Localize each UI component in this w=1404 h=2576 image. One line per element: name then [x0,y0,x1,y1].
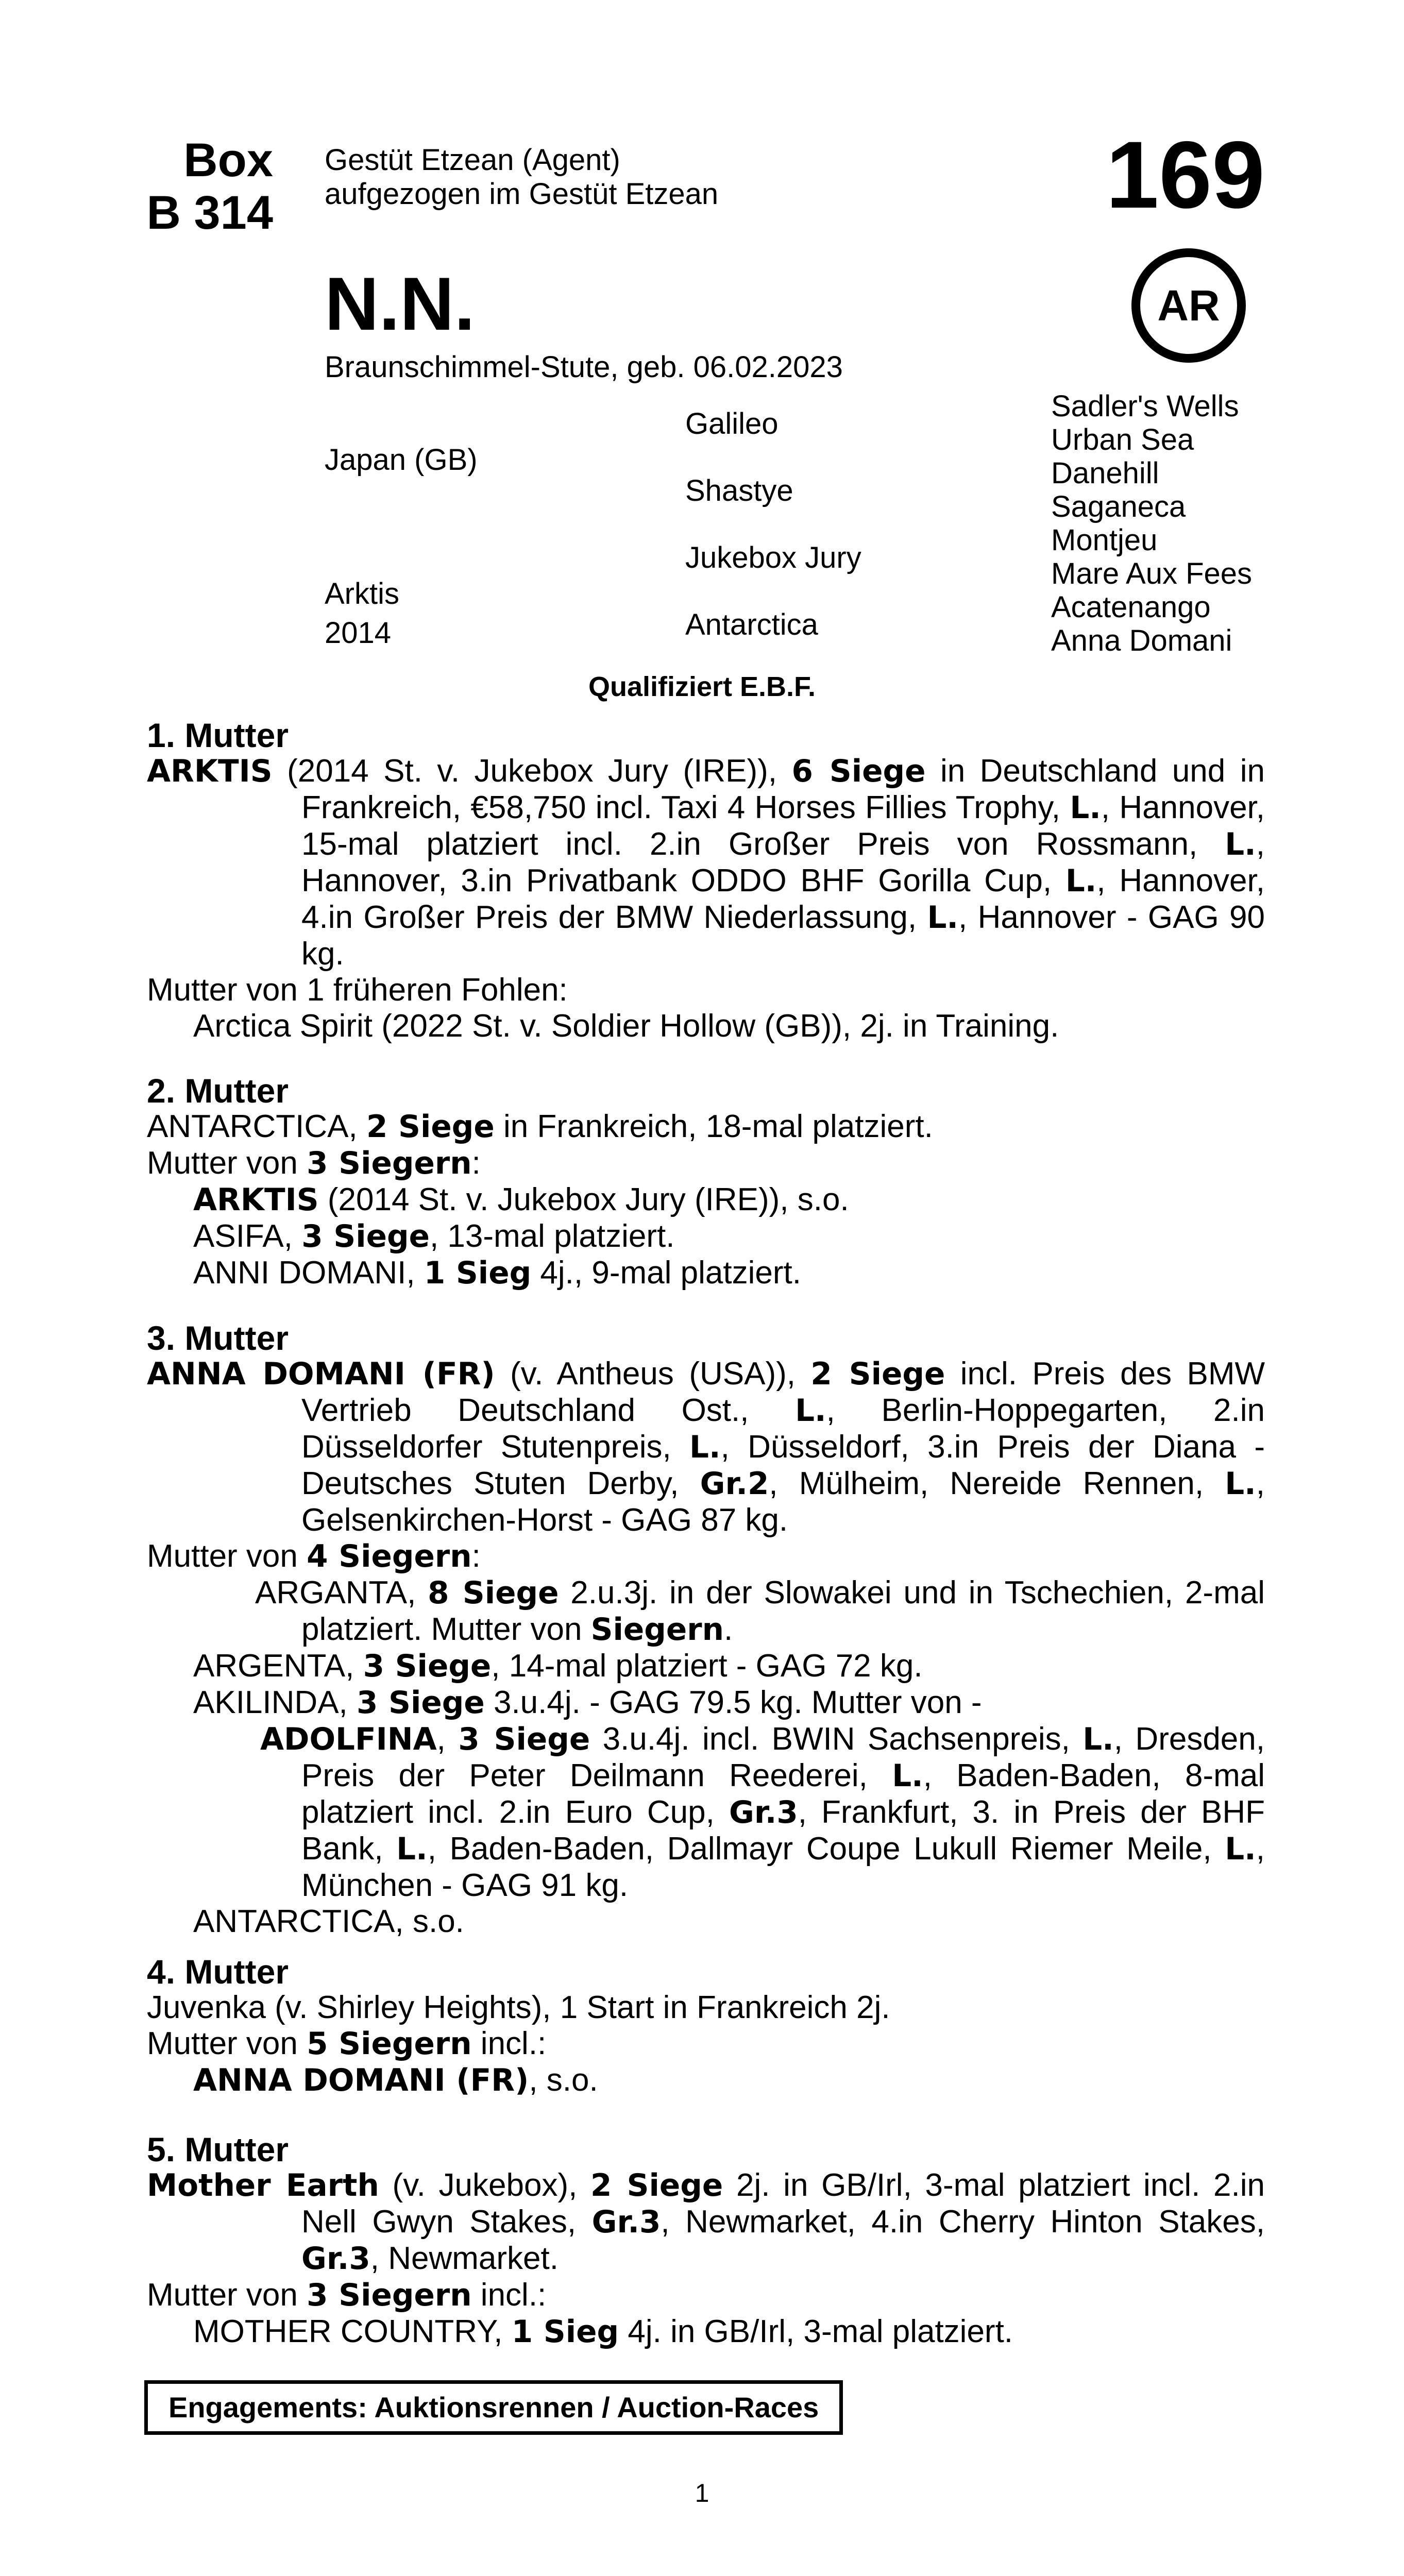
box-number: B 314 [146,187,273,239]
ar-badge-label: AR [1157,281,1220,330]
dam3-produce-item: AKILINDA, 3 Siege 3.u.4j. - GAG 79.5 kg. Mutter von - [193,1685,982,1721]
dam3-heading: 3. Mutter [147,1319,289,1357]
dam1-section [147,717,1265,1044]
pedigree-gen2-item: Galileo [685,407,779,440]
dam4-record: Juvenka (v. Shirley Heights), 1 Start in Frankreich 2j. [147,1990,890,2025]
engagements-box: Engagements: Auktionsrennen / Auction-Races [144,2380,843,2435]
horse-name: N.N. [325,262,475,346]
pedigree-gen3-item: Danehill [1051,456,1159,490]
pedigree-gen2-item: Antarctica [685,608,818,641]
qualification: Qualifiziert E.B.F. [588,671,816,702]
dam3-produce-item: ARGENTA, 3 Siege, 14-mal platziert - GAG 72 kg. [193,1648,923,1684]
dam5-produce-item: MOTHER COUNTRY, 1 Sieg 4j. in GB/Irl, 3-mal platziert. [193,2314,1013,2350]
ar-badge [1131,248,1246,363]
pedigree-dam-year: 2014 [325,616,392,650]
dam3-section [147,1320,1265,1940]
dam2-heading: 2. Mutter [147,1072,289,1110]
dam1-record: ARKTIS (2014 St. v. Jukebox Jury (IRE)), 6 Siege in Deutschland und in Frankreich, €58,750 incl. Taxi 4 Horses Fillies Trophy, L., Hannover, 15-mal platziert incl. 2.in Großer Preis von Rossmann, L., Hannover, 3.in Privatbank ODDO BHF Gorilla Cup, L., Hannover, 4.in Großer Preis der BMW Niederlassung, L., Hannover - GAG 90 kg. [147,753,1265,972]
dam4-heading: 4. Mutter [147,1953,289,1991]
pedigree-gen3-item: Urban Sea [1051,423,1194,456]
pedigree-gen3-item: Saganeca [1051,490,1186,523]
dam3-record: ANNA DOMANI (FR) (v. Antheus (USA)), 2 Siege incl. Preis des BMW Vertrieb Deutschland Ost., L., Berlin-Hoppegarten, 2.in Düsseldorfer Stutenpreis, L., Düsseldorf, 3.in Preis der Diana - Deutsches Stuten Derby, Gr.2, Mülheim, Nereide Rennen, L., Gelsenkirchen-Horst - GAG 87 kg. [147,1356,1265,1538]
dam1-produce-intro: Mutter von 1 früheren Fohlen: [147,972,568,1008]
dam2-produce-intro: Mutter von 3 Siegern: [147,1145,481,1181]
dam5-section [147,2131,1265,2350]
dam4-section [147,1954,1265,2099]
dam4-produce-item: ANNA DOMANI (FR), s.o. [193,2062,598,2098]
pedigree-sire: Japan (GB) [325,443,478,477]
box-label-block [144,134,273,239]
bred-by: aufgezogen im Gestüt Etzean [325,177,719,211]
page-number: 1 [695,2479,709,2507]
dam2-section [147,1073,1265,1292]
dam2-produce-item: ARKTIS (2014 St. v. Jukebox Jury (IRE)), s.o. [193,1182,849,1218]
dam1-produce-item: Arctica Spirit (2022 St. v. Soldier Hollow (GB)), 2j. in Training. [193,1008,1059,1044]
pedigree-gen3-item: Sadler's Wells [1051,389,1239,423]
dam3-produce-item: ANTARCTICA, s.o. [193,1904,464,1939]
pedigree-gen3-item: Acatenango [1051,590,1211,624]
dam2-produce-item: ASIFA, 3 Siege, 13-mal platziert. [193,1218,675,1255]
box-label: Box [183,134,273,187]
pedigree-gen3-item: Mare Aux Fees [1051,557,1253,590]
pedigree-gen2-item: Jukebox Jury [685,541,861,574]
dam2-record: ANTARCTICA, 2 Siege in Frankreich, 18-mal platziert. [147,1109,933,1145]
dam3-produce-intro: Mutter von 4 Siegern: [147,1538,481,1574]
dam5-produce-intro: Mutter von 3 Siegern incl.: [147,2277,547,2313]
dam4-produce-intro: Mutter von 5 Siegern incl.: [147,2026,547,2062]
dam2-produce-item: ANNI DOMANI, 1 Sieg 4j., 9-mal platziert. [193,1255,801,1291]
pedigree-gen3-item: Montjeu [1051,523,1158,557]
dam5-record: Mother Earth (v. Jukebox), 2 Siege 2j. in GB/Irl, 3-mal platziert incl. 2.in Nell Gwyn Stakes, Gr.3, Newmarket, 4.in Cherry Hinton Stakes, Gr.3, Newmarket. [147,2167,1265,2277]
lot-number: 169 [1106,122,1265,228]
dam1-heading: 1. Mutter [147,716,289,754]
consignor: Gestüt Etzean (Agent) [325,143,620,177]
dam5-heading: 5. Mutter [147,2130,289,2168]
horse-description: Braunschimmel-Stute, geb. 06.02.2023 [325,350,843,384]
dam3-produce-item: ARGANTA, 8 Siege 2.u.3j. in der Slowakei und in Tschechien, 2-mal platziert. Mutter von Siegern. [255,1575,1265,1648]
pedigree-gen2-item: Shastye [685,474,793,507]
consignor-block [325,143,718,211]
pedigree-dam: Arktis [325,577,399,611]
pedigree-gen3-item: Anna Domani [1051,624,1232,657]
dam3-grandchild-item: ADOLFINA, 3 Siege 3.u.4j. incl. BWIN Sachsenpreis, L., Dresden, Preis der Peter Deilmann Reederei, L., Baden-Baden, 8-mal platziert incl. 2.in Euro Cup, Gr.3, Frankfurt, 3. in Preis der BHF Bank, L., Baden-Baden, Dallmayr Coupe Lukull Riemer Meile, L., München - GAG 91 kg. [260,1721,1265,1903]
